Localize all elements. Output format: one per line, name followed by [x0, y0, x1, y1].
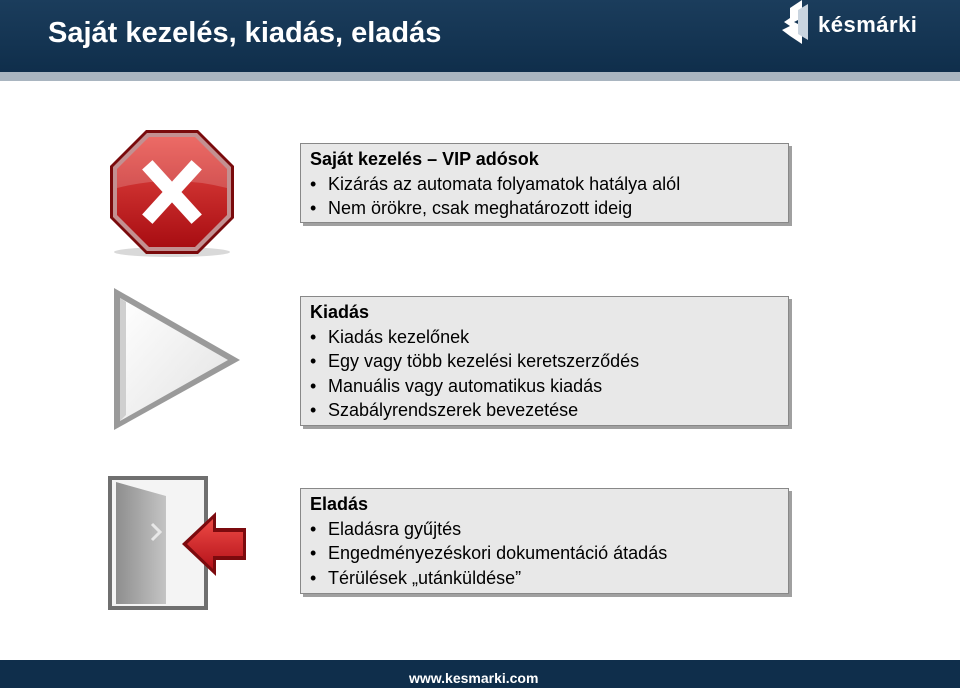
footer-url-link[interactable]: www.kesmarki.com [409, 670, 539, 686]
list-item: • Kiadás kezelőnek [310, 325, 780, 350]
list-item: • Engedményezéskori dokumentáció átadás [310, 541, 780, 566]
page-title: Saját kezelés, kiadás, eladás [48, 17, 442, 49]
section-heading: Saját kezelés – VIP adósok [310, 149, 539, 169]
list-item: • Térülések „utánküldése” [310, 566, 780, 591]
section-vip-box [300, 143, 789, 223]
section-kiadas-box [300, 296, 789, 426]
stop-sign-icon [106, 126, 238, 258]
list-item: • Szabályrendszerek bevezetése [310, 398, 780, 423]
section-heading: Kiadás [310, 302, 370, 322]
list-item: • Nem örökre, csak meghatározott ideig [310, 196, 780, 221]
list-item: • Eladásra gyűjtés [310, 517, 780, 542]
list-item: • Egy vagy több kezelési keretszerződés [310, 349, 780, 374]
header-divider [0, 72, 960, 81]
list-item: • Manuális vagy automatikus kiadás [310, 374, 780, 399]
section-heading: Eladás [310, 494, 369, 514]
section-eladas-box [300, 488, 789, 594]
play-arrow-icon [106, 284, 246, 434]
list-item: • Kizárás az automata folyamatok hatálya alól [310, 172, 780, 197]
exit-door-icon [104, 472, 250, 614]
logo-text: késmárki [818, 12, 918, 37]
